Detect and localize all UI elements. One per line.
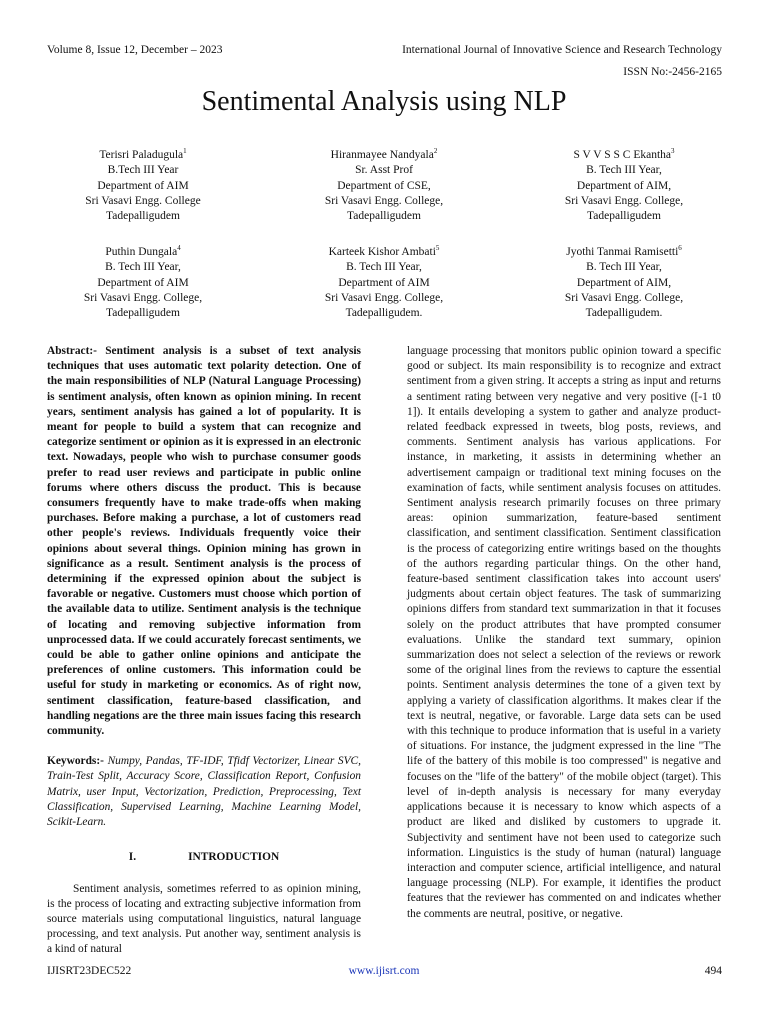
author-line: B. Tech III Year, <box>105 261 181 274</box>
keywords-label: Keywords:- <box>47 755 104 768</box>
author-line: Department of AIM <box>97 276 189 289</box>
left-column <box>47 344 361 958</box>
footer-url-link[interactable]: www.ijisrt.com <box>348 965 420 977</box>
abstract: Abstract:- Sentiment analysis is a subset of text analysis techniques that uses automatic text polarity detection. One of the main responsibilities of NLP (Natural Language Processing) is sentiment analysis, often known as opinion mining. In recent years, sentiment analysis has gained a lot of popularity. It is meant for people to build a system that can recognize and categorize sentiment or opinion as it is expressed in an electronic text. Nowadays, people who wish to purchase consumer goods prefer to read user reviews and participate in public online forums where others discuss the product. This is because consumers frequently have to make trade-offs when making purchases. Before making a purchase, a lot of customers read other people's reviews. Individuals frequently voice their opinions about several things. Opinion mining has grown in significance as a result. Sentiment analysis is the process of determining if the expressed opinion about the subject is favorable or negative. Customers must choose which portion of the available data to utilize. Sentiment analysis is the technique of locating and removing subjective information from unprocessed data. If we could accurately forecast sentiments, we could be able to gather online opinions and anticipate the preferences of online customers. This information could be useful for study in marketing or economics. As of right now, sentiment classification, feature-based classification, and handling negations are the three main issues facing this research community. <box>47 345 361 738</box>
author-index: 5 <box>435 244 440 253</box>
author-name: Hiranmayee Nandyala <box>330 149 434 161</box>
author-line: Department of AIM, <box>576 179 672 192</box>
author-line: Sri Vasavi Engg. College, <box>324 291 444 304</box>
footer-paper-id: IJISRT23DEC522 <box>47 965 132 977</box>
author-line: B. Tech III Year, <box>346 261 422 274</box>
journal-name: International Journal of Innovative Science and Research Technology <box>402 44 722 56</box>
author-line: Tadepalligudem <box>106 210 180 223</box>
author-block <box>43 148 243 224</box>
author-block <box>524 148 724 224</box>
author-index: 1 <box>183 147 187 156</box>
issn: ISSN No:-2456-2165 <box>623 66 722 78</box>
author-index: 6 <box>678 244 682 253</box>
author-block <box>524 245 724 321</box>
author-line: B. Tech III Year, <box>586 164 662 177</box>
author-line: B.Tech III Year <box>107 164 179 177</box>
author-line: Sri Vasavi Engg. College, <box>324 194 444 207</box>
author-line: Department of AIM, <box>576 276 672 289</box>
author-block <box>284 245 484 321</box>
author-line: Tadepalligudem <box>587 210 661 223</box>
author-line: Department of AIM <box>97 179 189 192</box>
author-name: S V V S S C Ekantha <box>573 149 672 161</box>
keywords <box>47 754 361 830</box>
author-index: 2 <box>433 147 438 156</box>
author-name: Jyothi Tanmai Ramisetti <box>566 246 679 258</box>
intro-paragraph-continued: language processing that monitors public opinion toward a specific good or subject. Its main responsibility is to recognize and extract sentiment from a given string. It accepts a string as input and returns a sentiment rating between very negative and very positive ([-1 t0 1]). It entails developing a system to gather and analyze product-related feedback expressed in tweets, blog posts, reviews, and comments. Sentiment analysis has various applications. For instance, in marketing, it assists in determining whether an advertisement campaign or traditional text mining focuses on the examination of facts, while sentiment analysis focuses on attitudes. Sentiment analysis research primarily focuses on three primary areas: opinion summarization, feature-based sentiment classification, and sentiment classification. Sentiment classification is the process of categorizing entire writings based on the thoughts of the authors regarding particular things. On the other hand, feature-based sentiment classification takes into account users' judgments about certain object features. The task of summarizing opinions differs from standard text summarization in that it focuses solely on the product attributes that have prompted consumer evaluations. Unlike the standard text summary, opinion summarization does not select a selection of the reviews or rework some of the original lines from the reviews to capture the essential points. Sentiment analysis determines the tone of a given text by applying a variety of classification algorithms. It makes clear if the text is neutral, negative, or favorable. Large data sets can be used with this technique to produce information that is useful in a variety of situations. For instance, the judgment expressed in the line "The life of the battery of this mobile is too compressed" is negative and focuses on the "life of the battery" of the mobile object (target). This level of in-depth analysis is necessary for many everyday applications because it is necessary to know which aspects of a product are liked and disliked by customers to upgrade it. Subjectivity and sentiment have not been used to categorize such information. Linguistics is the study of human (natural) language interaction and computer science, artificial intelligence, and natural language processing (NLP). For example, it identifies the product features that the reviewer has commented on and indicates whether the comments are neutral, positive, or negative. <box>407 345 721 920</box>
author-line: Tadepalligudem. <box>345 307 423 320</box>
section-title: INTRODUCTION <box>188 851 280 864</box>
author-block <box>43 245 243 321</box>
author-line: Sri Vasavi Engg. College <box>85 194 201 207</box>
author-block <box>284 148 484 224</box>
author-line: Sri Vasavi Engg. College, <box>564 291 684 304</box>
journal-volume: Volume 8, Issue 12, December – 2023 <box>47 44 223 56</box>
author-line: B. Tech III Year, <box>586 261 662 274</box>
paper-title: Sentimental Analysis using NLP <box>201 86 567 117</box>
section-number: I. <box>128 851 137 864</box>
page-number: 494 <box>704 965 722 977</box>
author-name: Terisri Paladugula <box>99 149 184 161</box>
author-index: 3 <box>671 147 675 156</box>
keywords-text: Numpy, Pandas, TF-IDF, Tfidf Vectorizer, Linear SVC, Train-Test Split, Accuracy Score, Classification Report, Confusion Matrix, user Input, Vectorization, Prediction, Preprocessing, Text Classification, Supervised Learning, Machine Learning Model, Scikit-Learn. <box>47 755 361 829</box>
author-index: 4 <box>177 244 181 253</box>
author-name: Puthin Dungala <box>105 246 178 258</box>
author-line: Tadepalligudem <box>347 210 421 223</box>
author-line: Sri Vasavi Engg. College, <box>83 291 203 304</box>
author-name: Karteek Kishor Ambati <box>328 246 436 258</box>
author-line: Sr. Asst Prof <box>355 164 413 177</box>
author-line: Tadepalligudem <box>106 307 180 320</box>
author-line: Sri Vasavi Engg. College, <box>564 194 684 207</box>
intro-paragraph: Sentiment analysis, sometimes referred to as opinion mining, is the process of locating and extracting subjective information from source materials using computational linguistics, natural language processing, and text analysis. Put another way, sentiment analysis is a kind of natural <box>47 882 361 956</box>
right-column <box>407 344 721 922</box>
author-line: Department of CSE, <box>337 179 431 192</box>
section-heading <box>47 850 361 865</box>
author-line: Department of AIM <box>338 276 430 289</box>
author-line: Tadepalligudem. <box>585 307 663 320</box>
